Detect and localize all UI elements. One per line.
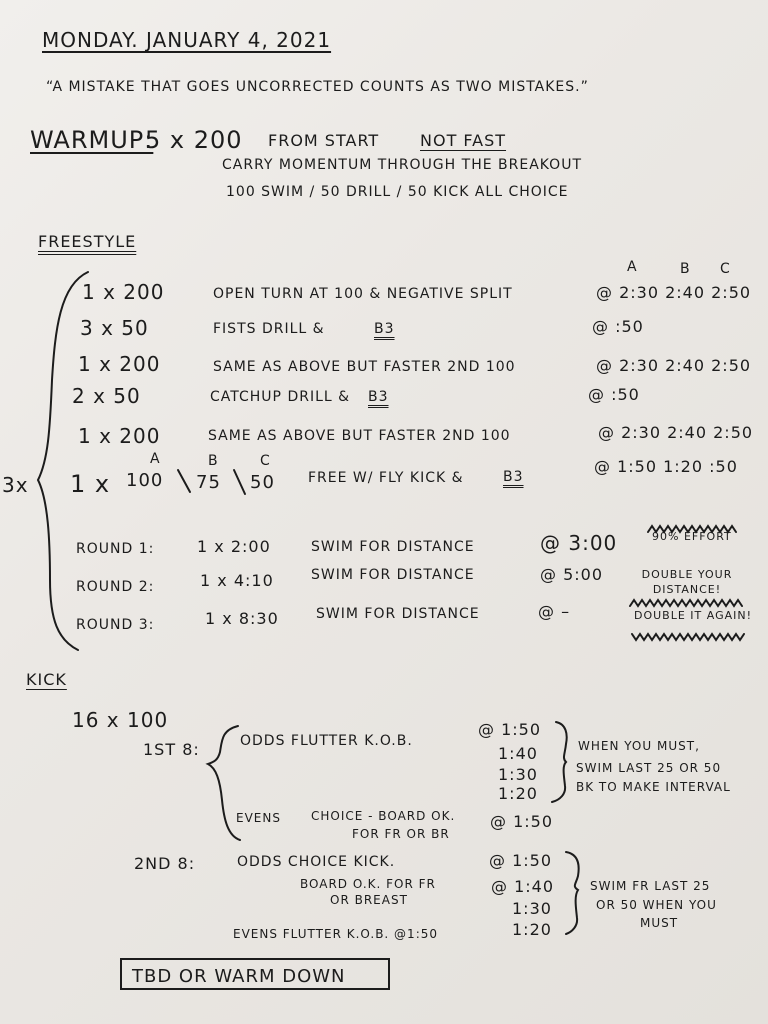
second8-interval: @ 1:40 bbox=[491, 877, 555, 896]
second8-odds-desc: BOARD O.K. FOR FR bbox=[300, 877, 436, 891]
col-header-a: A bbox=[627, 259, 638, 275]
first8-label: 1ST 8: bbox=[143, 740, 200, 759]
first8-note: SWIM LAST 25 OR 50 bbox=[576, 761, 722, 775]
first8-note: BK TO MAKE INTERVAL bbox=[576, 780, 731, 794]
freestyle-row-interval: @ 2:30 2:40 2:50 bbox=[598, 423, 754, 442]
first8-interval: 1:40 bbox=[498, 744, 538, 763]
freestyle-row-desc: SAME AS ABOVE BUT FASTER 2ND 100 bbox=[213, 359, 516, 375]
fraction-value: 100 bbox=[126, 470, 164, 491]
footer-box bbox=[120, 958, 390, 990]
first8-right-brace bbox=[552, 722, 567, 802]
mixed-row-desc: FREE W/ FLY KICK & bbox=[308, 470, 464, 486]
round-desc: SWIM FOR DISTANCE bbox=[316, 606, 480, 622]
freestyle-row-b3: B3 bbox=[374, 321, 395, 337]
warmup-line-3: 100 SWIM / 50 DRILL / 50 KICK ALL CHOICE bbox=[226, 184, 569, 200]
second8-odds: ODDS CHOICE KICK. bbox=[237, 854, 396, 870]
freestyle-multiplier: 3x bbox=[2, 473, 29, 497]
col-header-c: C bbox=[720, 261, 731, 277]
second8-right-brace bbox=[566, 852, 579, 934]
note-bubble-3-bottom bbox=[632, 634, 744, 640]
mixed-row-interval: @ 1:50 1:20 :50 bbox=[594, 457, 738, 476]
freestyle-row-count: 2 x 50 bbox=[72, 384, 141, 408]
first8-note: WHEN YOU MUST, bbox=[578, 739, 700, 753]
first8-odds: ODDS FLUTTER K.O.B. bbox=[240, 733, 413, 749]
second8-odds-desc: OR BREAST bbox=[330, 893, 408, 907]
round-desc: SWIM FOR DISTANCE bbox=[311, 539, 475, 555]
second8-interval: 1:30 bbox=[512, 899, 552, 918]
round-interval: @ – bbox=[538, 602, 571, 621]
quote: “A MISTAKE THAT GOES UNCORRECTED COUNTS AS TWO MISTAKES.” bbox=[46, 79, 589, 95]
freestyle-row-interval: @ :50 bbox=[588, 385, 640, 404]
round-interval: @ 3:00 bbox=[540, 531, 618, 555]
first8-evens-desc: FOR FR OR BR bbox=[352, 827, 450, 841]
second8-evens: EVENS FLUTTER K.O.B. @1:50 bbox=[233, 927, 439, 941]
round-note: DOUBLE IT AGAIN! bbox=[634, 609, 753, 622]
first8-interval: @ 1:50 bbox=[478, 720, 542, 739]
freestyle-row-desc: OPEN TURN AT 100 & NEGATIVE SPLIT bbox=[213, 286, 513, 302]
second8-label: 2ND 8: bbox=[134, 854, 196, 873]
kick-set: 16 x 100 bbox=[72, 708, 169, 732]
second8-interval: @ 1:50 bbox=[489, 851, 553, 870]
first8-evens-desc: CHOICE - BOARD OK. bbox=[311, 809, 456, 823]
fraction-label: C bbox=[260, 453, 271, 469]
footer-box-text: TBD OR WARM DOWN bbox=[132, 966, 346, 987]
first8-interval: 1:30 bbox=[498, 765, 538, 784]
round-label: ROUND 3: bbox=[76, 617, 155, 633]
round-label: ROUND 1: bbox=[76, 541, 155, 557]
warmup-line-2: CARRY MOMENTUM THROUGH THE BREAKOUT bbox=[222, 157, 583, 173]
second8-interval: 1:20 bbox=[512, 920, 552, 939]
freestyle-row-desc: FISTS DRILL & bbox=[213, 321, 325, 337]
first8-evens-interval: @ 1:50 bbox=[490, 812, 554, 831]
fraction-value: 50 bbox=[250, 472, 275, 493]
kick-heading: KICK bbox=[26, 670, 67, 689]
freestyle-row-interval: @ 2:30 2:40 2:50 bbox=[596, 283, 752, 302]
warmup-not-fast: NOT FAST bbox=[420, 131, 507, 150]
freestyle-heading: FREESTYLE bbox=[38, 232, 137, 251]
round-interval: @ 5:00 bbox=[540, 565, 604, 584]
freestyle-row-count: 1 x 200 bbox=[78, 352, 161, 376]
mixed-row-count: 1 x bbox=[70, 470, 111, 498]
freestyle-row-interval: @ :50 bbox=[592, 317, 644, 336]
col-header-b: B bbox=[680, 261, 691, 277]
fraction-value: 75 bbox=[196, 472, 221, 493]
page-date: MONDAY. JANUARY 4, 2021 bbox=[42, 28, 332, 52]
round-label: ROUND 2: bbox=[76, 579, 155, 595]
second8-note: MUST bbox=[640, 916, 679, 930]
freestyle-row-interval: @ 2:30 2:40 2:50 bbox=[596, 356, 752, 375]
freestyle-row-count: 1 x 200 bbox=[78, 424, 161, 448]
round-desc: SWIM FOR DISTANCE bbox=[311, 567, 475, 583]
mixed-row-b3: B3 bbox=[503, 469, 524, 485]
second8-note: SWIM FR LAST 25 bbox=[590, 879, 711, 893]
warmup-label: WARMUP: bbox=[30, 126, 154, 154]
fraction-label: B bbox=[208, 453, 219, 469]
round-note: DOUBLE YOUR DISTANCE! bbox=[641, 568, 733, 597]
freestyle-row-desc: SAME AS ABOVE BUT FASTER 2ND 100 bbox=[208, 428, 511, 444]
first8-interval: 1:20 bbox=[498, 784, 538, 803]
second8-note: OR 50 WHEN YOU bbox=[596, 898, 717, 912]
round-set: 1 x 4:10 bbox=[200, 571, 274, 590]
freestyle-row-count: 3 x 50 bbox=[80, 316, 149, 340]
warmup-set: 5 x 200 bbox=[145, 126, 243, 154]
freestyle-row-b3: B3 bbox=[368, 389, 389, 405]
round-note: 90% EFFORT bbox=[652, 530, 732, 543]
first8-evens: EVENS bbox=[236, 811, 281, 825]
freestyle-row-count: 1 x 200 bbox=[82, 280, 165, 304]
round-set: 1 x 2:00 bbox=[197, 537, 271, 556]
warmup-from-start: FROM START bbox=[268, 131, 380, 150]
note-bubble-3 bbox=[630, 600, 742, 606]
round-set: 1 x 8:30 bbox=[205, 609, 279, 628]
freestyle-row-desc: CATCHUP DRILL & bbox=[210, 389, 351, 405]
fraction-label: A bbox=[150, 451, 161, 467]
